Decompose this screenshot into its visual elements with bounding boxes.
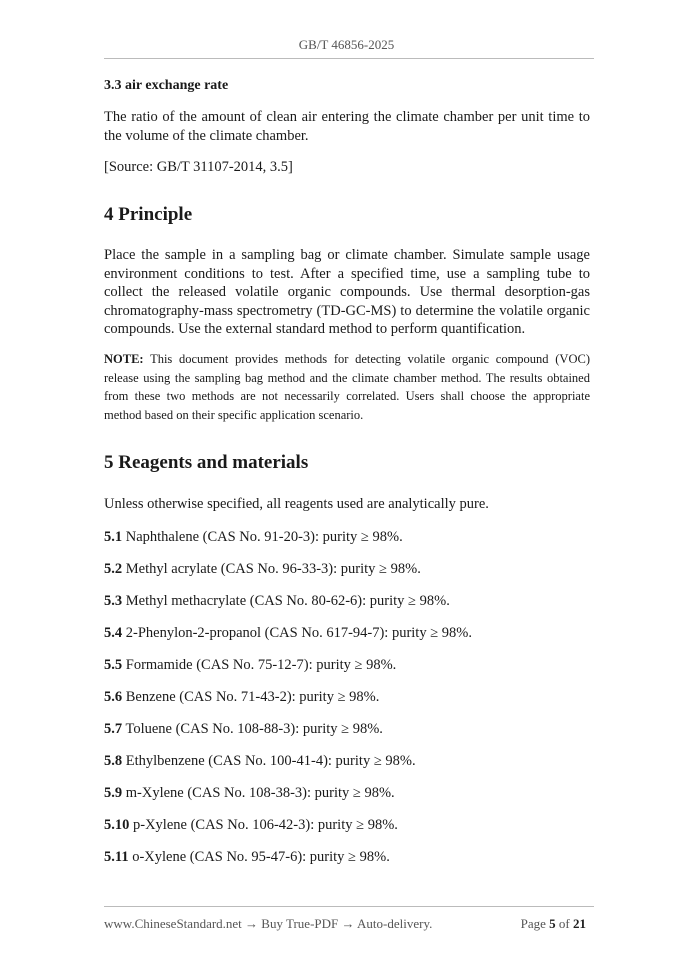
reagent-item — [104, 560, 421, 578]
reagent-item — [104, 528, 403, 546]
reagent-number: 5.2 — [104, 561, 123, 577]
section-heading-principle: 4 Principle — [104, 204, 193, 225]
reagent-text: 2-Phenylon-2-propanol (CAS No. 617-94-7): purity ≥ 98%. — [122, 625, 473, 641]
term-definition: The ratio of the amount of clean air entering the climate chamber per unit time to the volume of the climate chamber. — [104, 109, 590, 144]
reagent-number: 5.8 — [104, 753, 123, 769]
page-prefix: Page — [520, 916, 550, 931]
reagent-text: o-Xylene (CAS No. 95-47-6): purity ≥ 98%. — [128, 849, 390, 865]
reagent-number: 5.6 — [104, 689, 123, 705]
footer-purchase-link[interactable]: www.ChineseStandard.net → Buy True-PDF → Auto-delivery. — [104, 916, 433, 931]
footer-divider — [104, 906, 594, 907]
reagent-number: 5.1 — [104, 529, 123, 545]
reagent-text: Methyl acrylate (CAS No. 96-33-3): purity ≥ 98%. — [122, 561, 421, 577]
reagent-text: Methyl methacrylate (CAS No. 80-62-6): purity ≥ 98%. — [122, 593, 450, 609]
reagent-number: 5.3 — [104, 593, 123, 609]
reagent-number: 5.10 — [104, 817, 130, 833]
reagent-text: Ethylbenzene (CAS No. 100-41-4): purity ≥ 98%. — [122, 753, 416, 769]
reagent-item — [104, 816, 398, 834]
note-label: NOTE: — [104, 352, 144, 366]
reagent-text: Benzene (CAS No. 71-43-2): purity ≥ 98%. — [122, 689, 380, 705]
page-of: of — [555, 916, 573, 931]
reagent-item — [104, 656, 396, 674]
reagent-text: Formamide (CAS No. 75-12-7): purity ≥ 98%. — [122, 657, 397, 673]
reagent-item — [104, 688, 379, 706]
reagent-item — [104, 624, 472, 642]
reagent-number: 5.4 — [104, 625, 123, 641]
reagent-item — [104, 720, 383, 738]
reagent-text: Naphthalene (CAS No. 91-20-3): purity ≥ 98%. — [122, 529, 403, 545]
principle-paragraph: Place the sample in a sampling bag or climate chamber. Simulate sample usage environment conditions to test. After a specified time, use a sampling tube to collect the released volatile organic compounds. Use thermal desorption-gas chromatography-mass spectrometry (TD-GC-MS) to determine the volatile organic compounds. Use the external standard method to perform quantification. — [104, 247, 590, 337]
reagent-text: m-Xylene (CAS No. 108-38-3): purity ≥ 98%. — [122, 785, 395, 801]
reagent-text: Toluene (CAS No. 108-88-3): purity ≥ 98%. — [122, 721, 383, 737]
reagent-number: 5.7 — [104, 721, 123, 737]
term-source: [Source: GB/T 31107-2014, 3.5] — [104, 159, 293, 175]
header-divider — [104, 58, 594, 59]
reagent-item — [104, 592, 450, 610]
reagent-item — [104, 848, 390, 866]
reagent-number: 5.5 — [104, 657, 123, 673]
reagent-number: 5.9 — [104, 785, 123, 801]
footer-page-number — [521, 916, 586, 932]
page-total: 21 — [573, 916, 586, 931]
section-heading-reagents: 5 Reagents and materials — [104, 452, 309, 473]
page-header-doc-number: GB/T 46856-2025 — [298, 37, 395, 52]
note-text: This document provides methods for detecting volatile organic compound (VOC) release using the sampling bag method and the climate chamber method. The results obtained from these two methods are not necessarily correlated. Users shall choose the appropriate method based on their specific application scenario. — [104, 352, 590, 422]
term-heading-3-3: 3.3 air exchange rate — [104, 78, 229, 93]
principle-note — [104, 350, 590, 424]
reagent-number: 5.11 — [104, 849, 129, 865]
reagent-item — [104, 784, 395, 802]
reagent-text: p-Xylene (CAS No. 106-42-3): purity ≥ 98%. — [129, 817, 398, 833]
reagent-item — [104, 752, 416, 770]
reagents-intro: Unless otherwise specified, all reagents used are analytically pure. — [104, 496, 489, 512]
page-current: 5 — [549, 916, 556, 931]
